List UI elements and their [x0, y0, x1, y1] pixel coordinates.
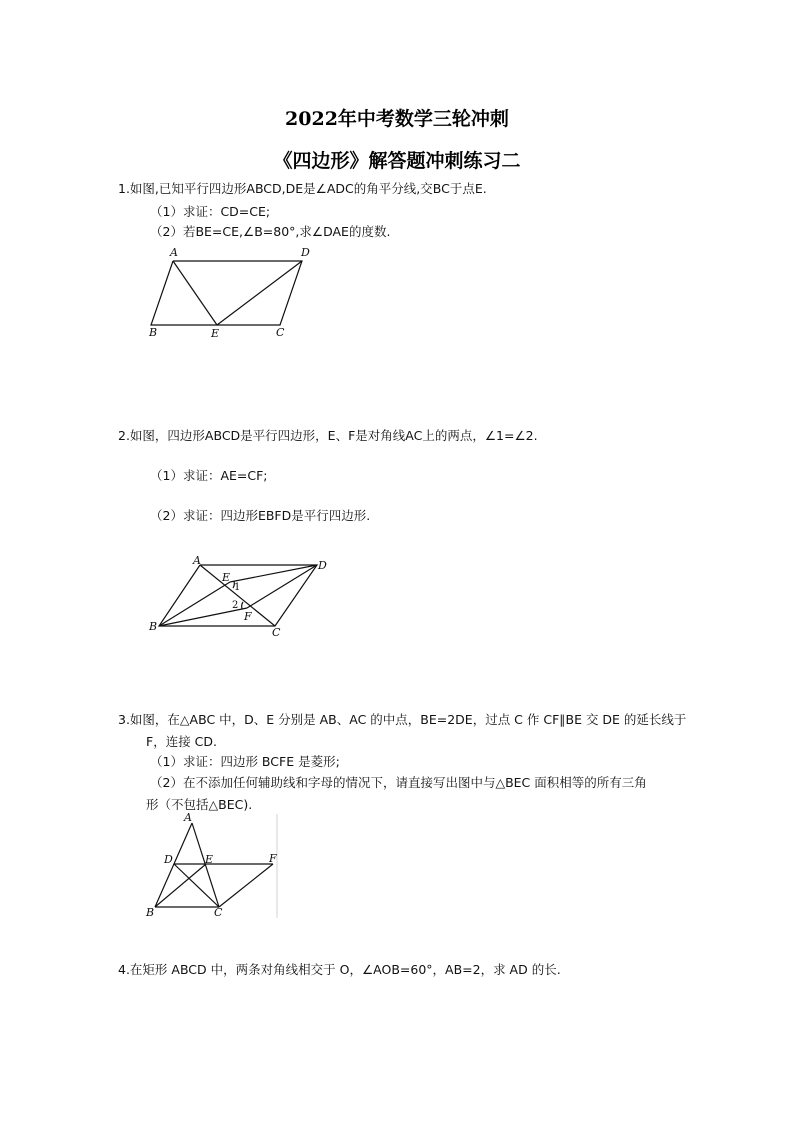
- label-e: E: [222, 571, 231, 584]
- label-d: D: [318, 559, 327, 572]
- label-c: C: [214, 906, 223, 919]
- segment-cf: [219, 864, 273, 907]
- label-angle-1: 1: [234, 582, 241, 593]
- question-1-figure: [140, 244, 320, 344]
- question-3-stem-line-2: F，连接 CD.: [146, 734, 217, 749]
- label-d: D: [164, 853, 173, 866]
- question-2-part-1: （1）求证：AE=CF;: [150, 468, 268, 483]
- label-angle-2: 2: [232, 600, 239, 611]
- label-f: F: [244, 610, 252, 623]
- label-a: A: [170, 246, 178, 259]
- label-f: F: [269, 852, 277, 865]
- label-b: B: [149, 326, 158, 339]
- parallelogram-abcd: [151, 261, 302, 325]
- question-2-figure: [145, 556, 340, 641]
- question-4-stem: 4.在矩形 ABCD 中，两条对角线相交于 O，∠AOB=60°，AB=2，求 AD 的长.: [118, 962, 561, 977]
- label-d: D: [301, 246, 310, 259]
- label-a: A: [184, 811, 192, 824]
- diagonal-ac: [200, 565, 275, 626]
- segment-de: [217, 261, 302, 325]
- label-e: E: [211, 327, 220, 340]
- worksheet-title: 2022年中考数学三轮冲刺: [285, 108, 509, 130]
- segment-ab: [155, 823, 192, 907]
- question-1-stem: 1.如图,已知平行四边形ABCD,DE是∠ADC的角平分线,交BC于点E.: [118, 181, 487, 196]
- label-c: C: [272, 626, 281, 639]
- question-1-part-1: （1）求证：CD=CE;: [150, 204, 271, 219]
- question-3-figure: [140, 810, 285, 920]
- label-b: B: [149, 620, 158, 633]
- angle-2-arc: [242, 602, 243, 609]
- label-b: B: [146, 906, 155, 919]
- label-a: A: [193, 554, 201, 567]
- segment-ae: [173, 261, 217, 325]
- question-2-part-2: （2）求证：四边形EBFD是平行四边形.: [150, 508, 371, 523]
- segment-be: [159, 582, 230, 626]
- question-3-part-2-continued: 形（不包括△BEC).: [146, 797, 253, 812]
- question-3-part-1: （1）求证：四边形 BCFE 是菱形;: [150, 754, 340, 769]
- label-c: C: [276, 326, 285, 339]
- worksheet-subtitle: 《四边形》解答题冲刺练习二: [273, 150, 521, 172]
- question-1-part-2: （2）若BE=CE,∠B=80°,求∠DAE的度数.: [150, 224, 391, 239]
- question-2-stem: 2.如图，四边形ABCD是平行四边形，E、F是对角线AC上的两点，∠1=∠2.: [118, 428, 538, 443]
- question-3-part-2: （2）在不添加任何辅助线和字母的情况下，请直接写出图中与△BEC 面积相等的所有三角: [150, 775, 647, 790]
- label-e: E: [205, 853, 214, 866]
- question-3-stem-line-1: 3.如图，在△ABC 中，D、E 分别是 AB、AC 的中点，BE=2DE，过点 C 作 CF∥BE 交 DE 的延长线于: [118, 712, 687, 727]
